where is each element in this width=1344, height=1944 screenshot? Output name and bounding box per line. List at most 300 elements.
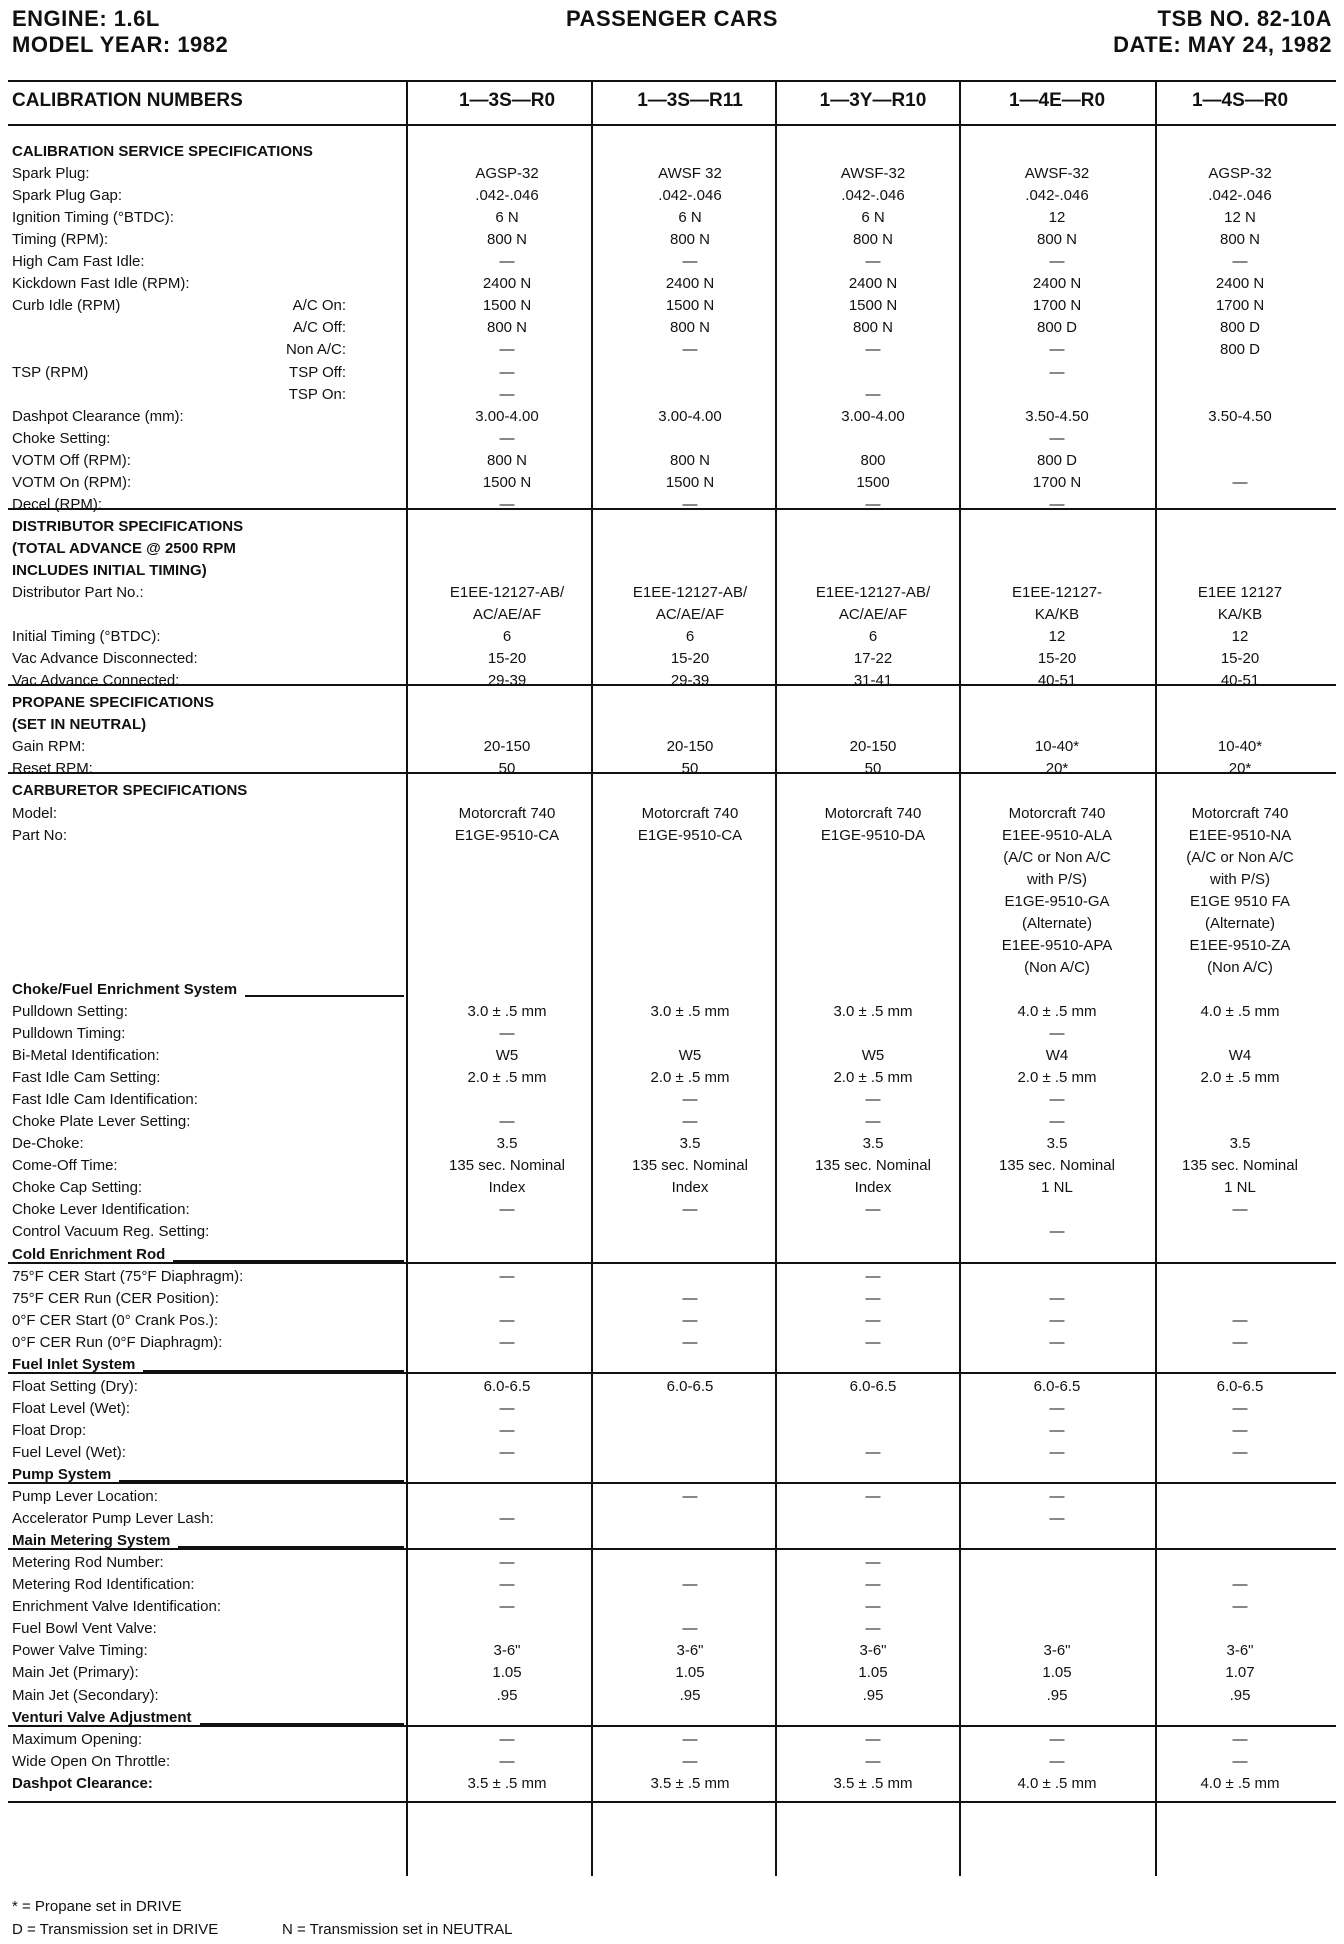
spec-label: Choke Cap Setting: [12, 1179, 143, 1197]
spec-value: (A/C or Non A/C [1186, 848, 1294, 866]
spec-row [0, 670, 1344, 692]
column-divider [1155, 82, 1157, 1876]
spec-value: 3-6" [1226, 1642, 1254, 1660]
section-heading: INCLUDES INITIAL TIMING) [12, 561, 207, 579]
spec-value: 1.05 [492, 1664, 522, 1682]
spec-value: — [865, 1443, 881, 1461]
spec-value: .042-.046 [841, 187, 905, 205]
spec-value: 40-51 [1037, 672, 1077, 690]
spec-label: 0°F CER Run (0°F Diaphragm): [12, 1333, 223, 1351]
spec-row [0, 450, 1344, 472]
rule-bottom [8, 1801, 1336, 1803]
spec-label: Maximum Opening: [12, 1730, 143, 1748]
spec-value: 15-20 [670, 650, 710, 668]
spec-value: — [1049, 363, 1065, 381]
spec-value: 800 N [852, 231, 894, 249]
spec-value: 12 [1048, 209, 1066, 227]
spec-value: 1500 N [482, 473, 532, 491]
spec-value: — [499, 1752, 515, 1770]
spec-value: — [865, 1554, 881, 1572]
spec-value: 31-41 [853, 672, 893, 690]
spec-value: 3.5 [1046, 1135, 1068, 1153]
spec-value: — [499, 429, 515, 447]
spec-value: — [865, 253, 881, 271]
spec-row [0, 1199, 1344, 1221]
spec-value: 29-39 [670, 672, 710, 690]
spec-value: 3.0 ± .5 mm [650, 1002, 730, 1020]
spec-value: 6 N [861, 209, 885, 227]
section-heading: Cold Enrichment Rod [12, 1245, 166, 1263]
spec-value: — [499, 1333, 515, 1351]
spec-value: 800 N [1036, 231, 1078, 249]
spec-value: 2.0 ± .5 mm [1200, 1069, 1280, 1087]
calibration-header-4: 1—4E—R0 [1008, 90, 1106, 111]
spec-value: 15-20 [487, 650, 527, 668]
spec-row [0, 472, 1344, 494]
spec-value: 50 [681, 760, 699, 778]
spec-value: — [1049, 341, 1065, 359]
spec-value: — [499, 1443, 515, 1461]
spec-label: Choke Setting: [12, 429, 111, 447]
column-divider [775, 82, 777, 1876]
spec-value: 2.0 ± .5 mm [467, 1069, 547, 1087]
section-rule [8, 684, 1336, 686]
spec-value: 2.0 ± .5 mm [1017, 1069, 1097, 1087]
spec-value: 6 [868, 628, 878, 646]
spec-label: Spark Plug: [12, 165, 90, 183]
spec-value: 4.0 ± .5 mm [1200, 1002, 1280, 1020]
spec-label: Pump Lever Location: [12, 1488, 158, 1506]
spec-value: 1700 N [1032, 297, 1082, 315]
spec-value: 2400 N [1032, 275, 1082, 293]
spec-value: 3.50-4.50 [1208, 407, 1272, 425]
spec-value: — [1049, 1333, 1065, 1351]
spec-row [0, 185, 1344, 207]
spec-value: — [1049, 1289, 1065, 1307]
spec-label: 0°F CER Start (0° Crank Pos.): [12, 1311, 219, 1329]
spec-label: Vac Advance Disconnected: [12, 650, 198, 668]
section-heading: CALIBRATION SERVICE SPECIFICATIONS [12, 143, 313, 160]
spec-value: (A/C or Non A/C [1003, 848, 1111, 866]
spec-value: — [1049, 1025, 1065, 1042]
spec-value: 15-20 [1037, 650, 1077, 668]
spec-row [0, 803, 1344, 825]
spec-label: Float Level (Wet): [12, 1399, 131, 1417]
spec-value: — [499, 1730, 515, 1748]
spec-value: E1GE-9510-CA [454, 826, 560, 844]
footnote-propane: * = Propane set in DRIVE [12, 1898, 182, 1915]
spec-value: 800 N [486, 451, 528, 469]
section-rule [8, 1262, 1336, 1264]
spec-value: AGSP-32 [1208, 165, 1272, 183]
spec-value: 2400 N [665, 275, 715, 293]
spec-label: Pulldown Timing: [12, 1025, 126, 1042]
spec-row [0, 362, 1344, 384]
spec-row [0, 560, 1344, 582]
spec-value: 135 sec. Nominal [815, 1157, 931, 1175]
spec-value: — [682, 1730, 698, 1748]
spec-value: 6.0-6.5 [666, 1377, 714, 1395]
spec-value: Motorcraft 740 [824, 804, 922, 822]
spec-value: — [1232, 473, 1248, 491]
spec-label: Come-Off Time: [12, 1157, 118, 1175]
spec-row [0, 1045, 1344, 1067]
spec-label: Metering Rod Number: [12, 1554, 164, 1572]
spec-value: E1EE-9510-APA [1001, 936, 1113, 954]
spec-value: 17-22 [853, 650, 893, 668]
spec-row [0, 516, 1344, 538]
spec-label: Fast Idle Cam Identification: [12, 1091, 198, 1109]
spec-label: VOTM On (RPM): [12, 473, 132, 491]
spec-label: Bi-Metal Identification: [12, 1047, 160, 1065]
section-heading: Main Metering System [12, 1532, 171, 1550]
spec-value: — [499, 1113, 515, 1131]
spec-value: — [682, 1201, 698, 1219]
section-heading: Venturi Valve Adjustment [12, 1708, 192, 1726]
spec-value: 2.0 ± .5 mm [833, 1069, 913, 1087]
spec-row [0, 1552, 1344, 1574]
spec-value: 20-150 [849, 738, 897, 756]
spec-value: — [682, 495, 698, 513]
spec-row [0, 1221, 1344, 1243]
subsection-leader-line [245, 995, 404, 997]
spec-row [0, 1751, 1344, 1773]
spec-value: — [682, 1333, 698, 1351]
spec-value: — [1049, 1399, 1065, 1417]
spec-value: E1GE-9510-GA [1004, 892, 1110, 910]
section-rule [8, 1372, 1336, 1374]
section-heading: Pump System [12, 1466, 112, 1483]
spec-label: Fuel Bowl Vent Valve: [12, 1620, 157, 1638]
spec-value: 800 N [486, 319, 528, 337]
spec-value: 50 [498, 760, 516, 778]
rule-under-headers [8, 124, 1336, 126]
spec-value: — [682, 1752, 698, 1770]
spec-value: — [1049, 1091, 1065, 1109]
spec-value: 20-150 [483, 738, 531, 756]
spec-value: .95 [496, 1686, 518, 1704]
section-heading: PROPANE SPECIFICATIONS [12, 694, 214, 712]
spec-value: .95 [679, 1686, 701, 1704]
spec-value: — [499, 1554, 515, 1572]
spec-value: — [499, 1576, 515, 1594]
spec-label: Main Jet (Primary): [12, 1664, 139, 1682]
spec-sublabel: TSP Off: [289, 363, 346, 381]
section-rule [8, 1482, 1336, 1484]
spec-value: Index [671, 1179, 709, 1197]
spec-value: 3-6" [1043, 1642, 1071, 1660]
spec-value: (Alternate) [1021, 914, 1093, 932]
spec-value: 3.5 [679, 1135, 701, 1153]
spec-value: — [1232, 1730, 1248, 1748]
model-year-label: MODEL YEAR: 1982 [12, 32, 229, 57]
spec-value: 1.05 [675, 1664, 705, 1682]
spec-value: 1.07 [1225, 1664, 1255, 1682]
spec-value: — [865, 1576, 881, 1594]
spec-row [0, 428, 1344, 450]
spec-value: E1EE-12127- [1011, 584, 1103, 601]
spec-value: 800 N [486, 231, 528, 249]
spec-row [0, 847, 1344, 869]
spec-value: E1GE 9510 FA [1189, 892, 1291, 910]
spec-label: Accelerator Pump Lever Lash: [12, 1510, 214, 1528]
spec-label: Wide Open On Throttle: [12, 1752, 171, 1770]
spec-value: — [1049, 1510, 1065, 1528]
spec-value: — [865, 1730, 881, 1748]
column-divider [591, 82, 593, 1876]
spec-value: E1EE-9510-ALA [1001, 826, 1113, 844]
spec-value: 3.5 ± .5 mm [650, 1774, 730, 1792]
spec-value: — [1232, 1333, 1248, 1351]
spec-value: — [499, 1201, 515, 1219]
spec-row [0, 1420, 1344, 1442]
spec-value: with P/S) [1209, 870, 1270, 888]
spec-value: — [499, 1025, 515, 1042]
spec-row [0, 494, 1344, 516]
section-heading: Choke/Fuel Enrichment System [12, 980, 238, 998]
spec-value: 3-6" [493, 1642, 521, 1660]
spec-value: E1GE-9510-CA [637, 826, 743, 844]
tsb-number: TSB NO. 82-10A [1157, 6, 1332, 31]
spec-label: 75°F CER Start (75°F Diaphragm): [12, 1267, 244, 1285]
spec-value: — [499, 1510, 515, 1528]
spec-row [0, 913, 1344, 935]
spec-value: — [1049, 1752, 1065, 1770]
spec-row [0, 1442, 1344, 1464]
spec-value: (Non A/C) [1024, 958, 1090, 976]
section-heading: (TOTAL ADVANCE @ 2500 RPM [12, 539, 236, 557]
spec-value: AC/AE/AF [472, 606, 542, 624]
spec-label: VOTM Off (RPM): [12, 451, 131, 469]
spec-value: 3.5 [496, 1135, 518, 1153]
spec-row [0, 979, 1344, 1001]
spec-row [0, 1177, 1344, 1199]
spec-value: E1EE-12127-AB/ [632, 584, 748, 601]
spec-value: 29-39 [487, 672, 527, 690]
spec-row [0, 714, 1344, 736]
spec-value: 6.0-6.5 [483, 1377, 531, 1395]
spec-label: Pulldown Setting: [12, 1002, 128, 1020]
spec-value: 1700 N [1215, 297, 1265, 315]
spec-row [0, 582, 1344, 604]
spec-label: Gain RPM: [12, 738, 86, 756]
spec-label: Choke Lever Identification: [12, 1201, 190, 1219]
spec-value: — [1049, 495, 1065, 513]
spec-value: 1.05 [1042, 1664, 1072, 1682]
spec-value: — [682, 1311, 698, 1329]
spec-row [0, 384, 1344, 406]
spec-value: 800 N [669, 319, 711, 337]
spec-value: .042-.046 [475, 187, 539, 205]
spec-value: E1EE 12127 [1197, 584, 1283, 601]
spec-value: — [865, 1620, 881, 1638]
spec-value: Motorcraft 740 [641, 804, 739, 822]
spec-row [0, 1023, 1344, 1045]
spec-row [0, 295, 1344, 317]
spec-value: 6 N [495, 209, 519, 227]
spec-row [0, 1111, 1344, 1133]
tsb-date: DATE: MAY 24, 1982 [1113, 32, 1332, 57]
spec-row [0, 1376, 1344, 1398]
spec-value: E1GE-9510-DA [820, 826, 926, 844]
spec-value: AWSF-32 [840, 165, 906, 183]
spec-value: 3.00-4.00 [658, 407, 722, 425]
spec-value: 1.05 [858, 1664, 888, 1682]
spec-value: 800 N [852, 319, 894, 337]
spec-row [0, 1618, 1344, 1640]
spec-row [0, 1685, 1344, 1707]
spec-value: 3.00-4.00 [475, 407, 539, 425]
spec-value: — [499, 341, 515, 359]
spec-value: W4 [1045, 1047, 1069, 1065]
spec-value: 1500 N [482, 297, 532, 315]
calibration-header-5: 1—4S—R0 [1191, 90, 1289, 111]
spec-value: (Non A/C) [1207, 958, 1273, 976]
spec-label: Ignition Timing (°BTDC): [12, 209, 174, 227]
spec-value: — [1232, 1421, 1248, 1439]
spec-row [0, 141, 1344, 163]
spec-value: 4.0 ± .5 mm [1017, 1774, 1097, 1792]
spec-row [0, 825, 1344, 847]
spec-value: 3.5 [862, 1135, 884, 1153]
spec-value: — [1232, 1598, 1248, 1616]
spec-row [0, 692, 1344, 714]
spec-value: 800 N [1219, 231, 1261, 249]
spec-value: — [499, 1399, 515, 1417]
spec-row [0, 648, 1344, 670]
spec-value: — [499, 1598, 515, 1616]
spec-row [0, 935, 1344, 957]
spec-label: Decel (RPM): [12, 495, 103, 513]
spec-value: — [682, 253, 698, 271]
spec-value: — [1232, 1443, 1248, 1461]
spec-value: — [1232, 253, 1248, 271]
spec-row [0, 626, 1344, 648]
spec-label: Reset RPM: [12, 760, 93, 778]
spec-row [0, 1398, 1344, 1420]
spec-value: — [1049, 1421, 1065, 1439]
section-rule [8, 1548, 1336, 1550]
spec-value: — [499, 495, 515, 513]
spec-row [0, 273, 1344, 295]
spec-value: — [1232, 1311, 1248, 1329]
column-divider [406, 82, 408, 1876]
spec-value: 800 D [1036, 319, 1078, 337]
spec-value: 135 sec. Nominal [632, 1157, 748, 1175]
spec-row [0, 1067, 1344, 1089]
spec-row [0, 1288, 1344, 1310]
spec-row [0, 1486, 1344, 1508]
spec-row [0, 317, 1344, 339]
spec-value: — [865, 1091, 881, 1109]
spec-value: 3.0 ± .5 mm [833, 1002, 913, 1020]
spec-value: — [1232, 1576, 1248, 1594]
spec-value: — [1232, 1399, 1248, 1417]
spec-value: 20* [1045, 760, 1069, 778]
spec-value: .042-.046 [1025, 187, 1089, 205]
spec-value: — [1232, 1752, 1248, 1770]
spec-value: 800 D [1219, 341, 1261, 359]
spec-value: — [865, 1289, 881, 1307]
spec-value: Motorcraft 740 [1008, 804, 1106, 822]
spec-label: 75°F CER Run (CER Position): [12, 1289, 219, 1307]
spec-row [0, 1266, 1344, 1288]
spec-value: 12 [1048, 628, 1066, 646]
spec-value: 15-20 [1220, 650, 1260, 668]
spec-row [0, 229, 1344, 251]
spec-value: — [865, 385, 881, 403]
spec-value: 20* [1228, 760, 1252, 778]
section-rule [8, 772, 1336, 774]
spec-label: Float Drop: [12, 1421, 87, 1439]
spec-row [0, 1155, 1344, 1177]
spec-value: 800 D [1219, 319, 1261, 337]
spec-value: E1EE-9510-NA [1188, 826, 1292, 844]
spec-value: 3.5 ± .5 mm [833, 1774, 913, 1792]
spec-value: 1 NL [1224, 1179, 1256, 1197]
spec-row [0, 1310, 1344, 1332]
spec-value: — [865, 1267, 881, 1285]
spec-value: 1500 [856, 473, 890, 491]
spec-value: 10-40* [1034, 738, 1080, 756]
spec-value: 6 [685, 628, 695, 646]
spec-row [0, 339, 1344, 361]
spec-label: Kickdown Fast Idle (RPM): [12, 275, 190, 293]
spec-value: 1500 N [848, 297, 898, 315]
spec-value: .95 [1046, 1686, 1068, 1704]
spec-value: — [1049, 1223, 1065, 1241]
spec-value: 800 N [669, 231, 711, 249]
spec-label: Part No: [12, 826, 68, 844]
spec-label: Enrichment Valve Identification: [12, 1598, 221, 1616]
spec-value: 1700 N [1032, 473, 1082, 491]
spec-value: — [865, 1598, 881, 1616]
spec-label: Control Vacuum Reg. Setting: [12, 1223, 210, 1241]
spec-value: — [499, 385, 515, 403]
spec-value: 3-6" [676, 1642, 704, 1660]
spec-value: — [499, 1421, 515, 1439]
spec-row [0, 1508, 1344, 1530]
spec-value: E1EE-9510-ZA [1189, 936, 1291, 954]
spec-value: — [865, 1488, 881, 1506]
spec-label: Main Jet (Secondary): [12, 1686, 159, 1704]
spec-value: W5 [678, 1047, 702, 1065]
spec-value: .95 [1229, 1686, 1251, 1704]
spec-row [0, 1773, 1344, 1795]
spec-row [0, 538, 1344, 560]
spec-value: — [682, 1091, 698, 1109]
spec-value: 135 sec. Nominal [1182, 1157, 1298, 1175]
spec-value: 3.5 [1229, 1135, 1251, 1153]
spec-value: W4 [1228, 1047, 1252, 1065]
spec-value: 12 [1231, 628, 1249, 646]
spec-value: .95 [862, 1686, 884, 1704]
spec-value: 2400 N [1215, 275, 1265, 293]
spec-value: — [682, 1289, 698, 1307]
spec-sublabel: A/C Off: [292, 319, 346, 337]
spec-value: 6.0-6.5 [849, 1377, 897, 1395]
spec-label: Fuel Level (Wet): [12, 1443, 126, 1461]
spec-value: W5 [861, 1047, 885, 1065]
spec-row [0, 1596, 1344, 1618]
spec-value: — [865, 1752, 881, 1770]
calibration-numbers-heading: CALIBRATION NUMBERS [12, 90, 243, 111]
spec-row [0, 207, 1344, 229]
spec-value: — [682, 1620, 698, 1638]
spec-value: — [499, 1311, 515, 1329]
spec-row [0, 406, 1344, 428]
spec-label: De-Choke: [12, 1135, 84, 1153]
